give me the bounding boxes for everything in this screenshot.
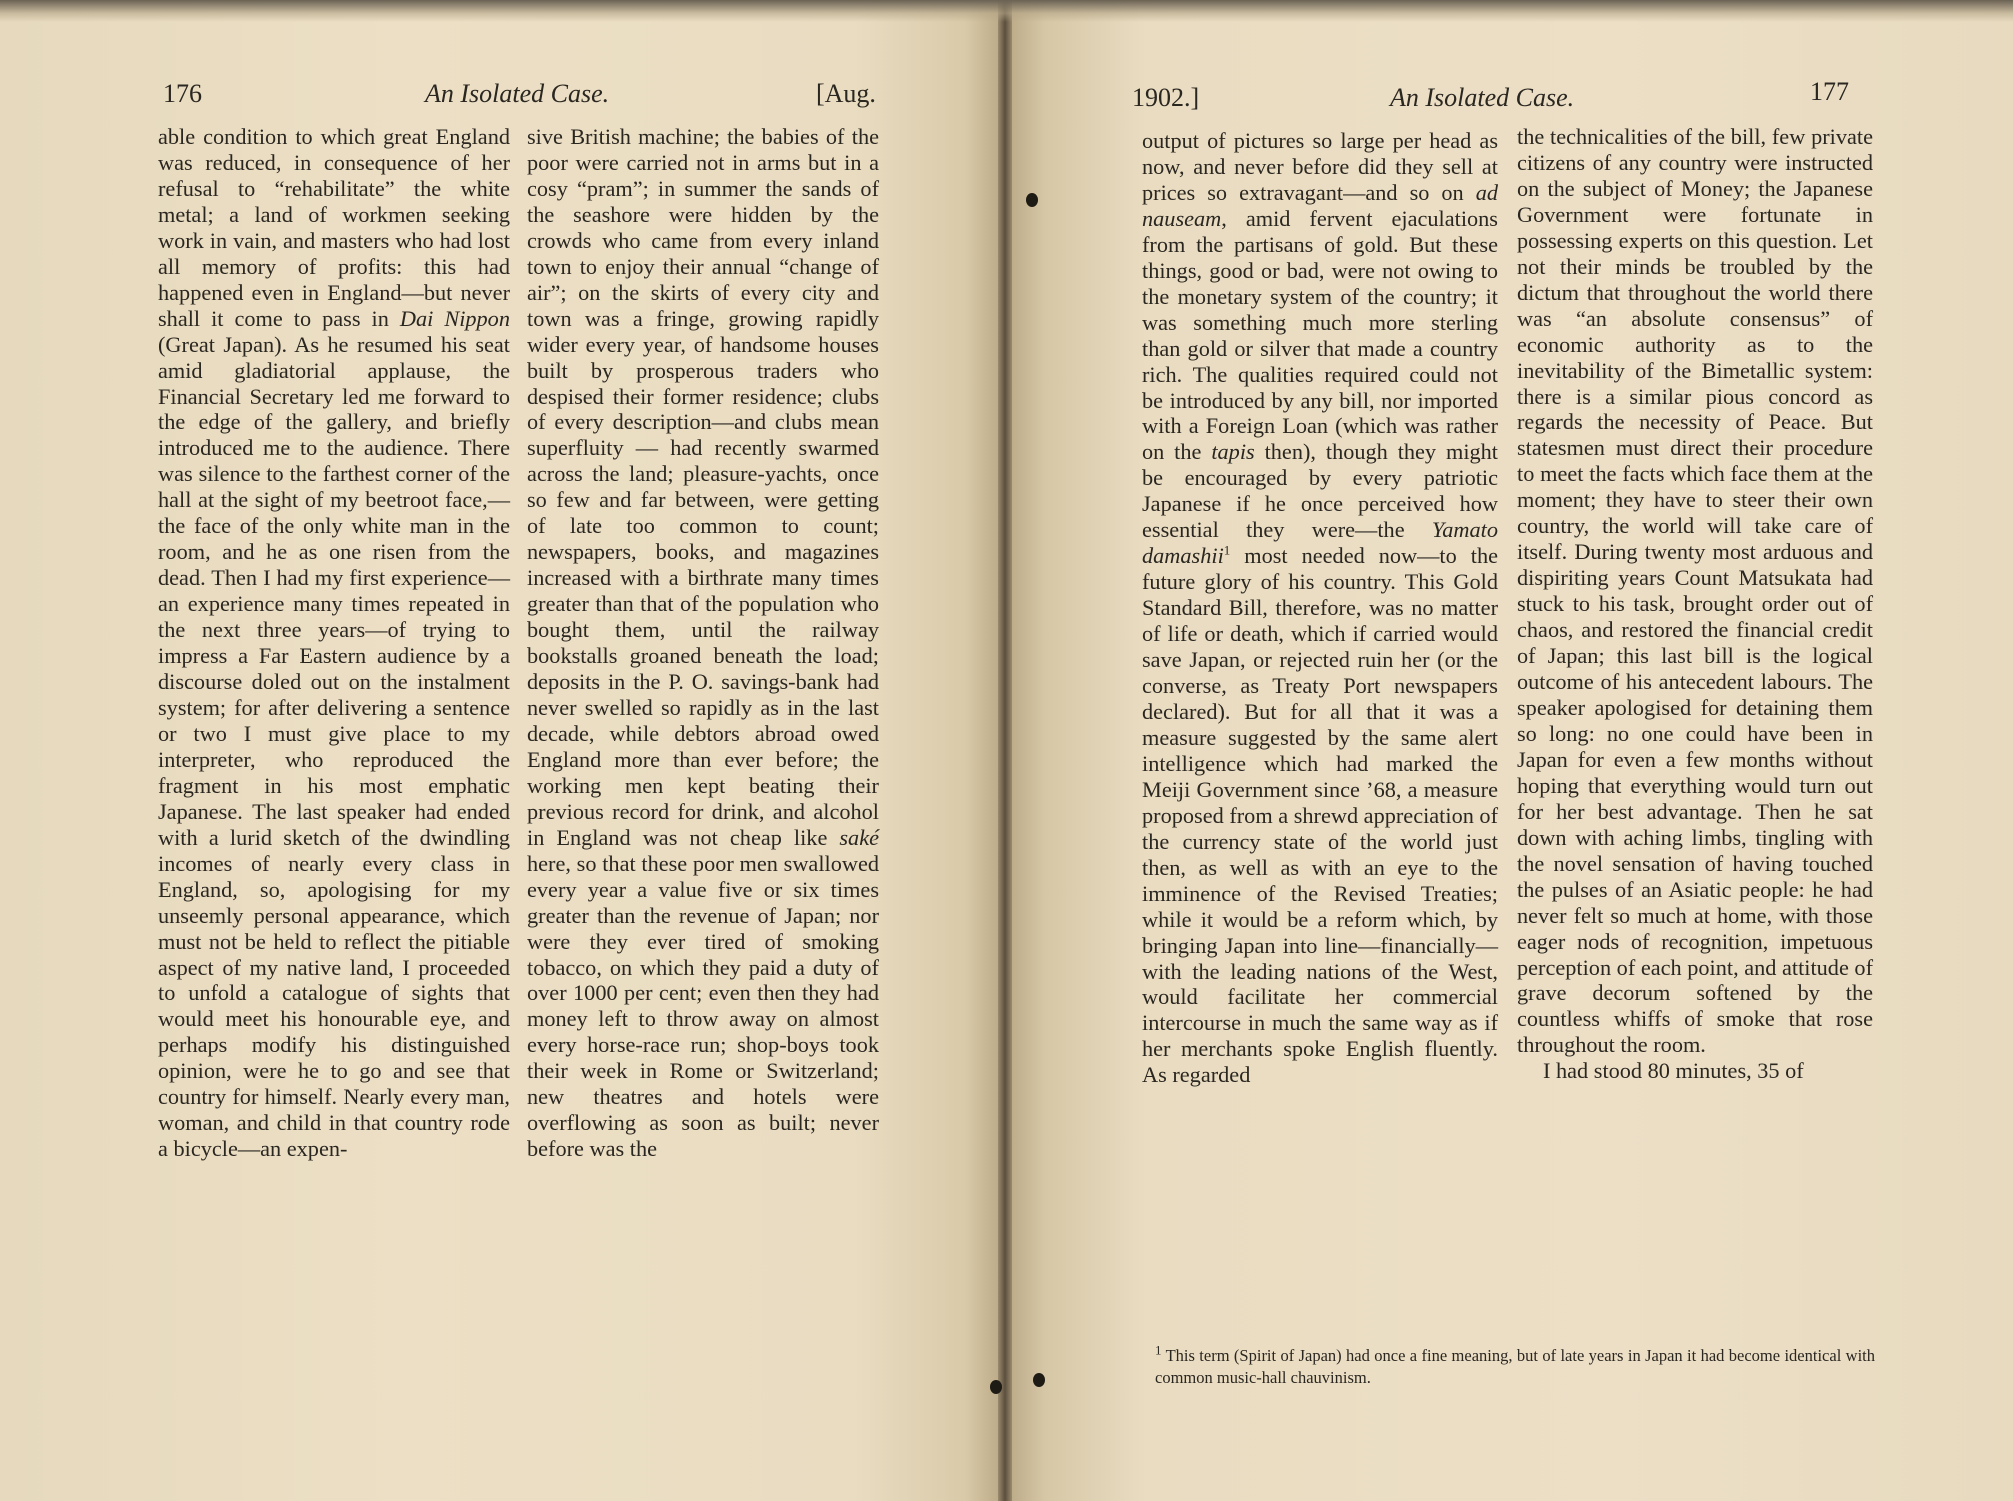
text-run-italic: saké — [839, 824, 879, 850]
text-run: most needed now—to the future glory of his country. This Gold Standard Bill, therefore, was no matter of life or death, which if carried would save Japan, or rejected ruin her (or the converse, as Treaty Port newspapers declared). But for all that it was a measure suggested by the same alert intelligence which had marked the Meiji Government since ’68, a measure proposed from a shrewd appreciation of the currency state of the world just then, as well as with an eye to the imminence of the Revised Treaties; while it would be a reform which, by bringing Japan into line—financially—with the leading nations of the West, would facilitate her commercial intercourse in much the same way as if her merchants spoke English fluently. As regarded — [1142, 543, 1499, 1088]
text-run: then), though they might be encouraged by every patriotic Japanese if he once perceived how essential they were—the — [1142, 439, 1499, 543]
binding-hole — [990, 1380, 1002, 1394]
right-page-header — [1005, 78, 2013, 118]
right-page — [1005, 0, 2013, 1501]
text-run: sive British machine; the babies of the poor were carried not in arms but in a cosy “pram”; in summer the sands of the seashore were hidden by the crowds who came from every inland town to enjoy their annual “change of air”; on the skirts of every city and town was a fringe, growing rapidly wider every year, of handsome houses built by prosperous traders who despised their former residence; clubs of every description—and clubs mean superfluity — had recently swarmed across the land; pleasure-yachts, once so few and far between, were getting of late too common to count; newspapers, books, and magazines increased with a birthrate many times greater than that of the population who bought them, until the railway bookstalls groaned beneath the load; deposits in the P. O. savings-bank had never swelled so rapidly as in the last decade, while debtors abroad owed England more than ever before; the working men kept beating their previous record for drink, and alcohol in England was not cheap like — [527, 124, 879, 850]
running-title-left: An Isolated Case. — [425, 79, 610, 108]
footnote — [1155, 1342, 1876, 1389]
top-edge-shadow — [0, 0, 2013, 22]
page-number-left: 176 — [163, 79, 202, 108]
left-page-header — [0, 74, 1005, 114]
right-page-column-2 — [1517, 124, 1873, 1084]
text-run-italic: Yamato damashii — [1142, 517, 1498, 569]
binding-hole — [1026, 193, 1038, 207]
footnote-mark: 1 — [1155, 1342, 1162, 1358]
footnote-text: This term (Spirit of Japan) had once a fine meaning, but of late years in Japan it had become identical with common music-hall chauvinism. — [1155, 1346, 1876, 1387]
right-page-column-1 — [1142, 128, 1498, 1088]
binding-hole — [1033, 1373, 1045, 1387]
text-run: (Great Japan). As he resumed his seat amid gladiatorial applause, the Financial Secretary led me forward to the edge of the gallery, and briefly introduced me to the audience. There was silence to the farthest corner of the hall at the sight of my beetroot face,—the face of the only white man in the room, and he as one risen from the dead. Then I had my first experience—an experience many times repeated in the next three years—of trying to impress a Far Eastern audience by a discourse doled out on the instalment system; for after delivering a sentence or two I must give place to my interpreter, who reproduced the fragment in his most emphatic Japanese. The last speaker had ended with a lurid sketch of the dwindling incomes of nearly every class in England, so, apologising for my unseemly personal appearance, which must not be held to reflect the pitiable aspect of my native land, I proceeded to unfold a catalogue of sights that would meet his honourable eye, and perhaps modify his distinguished opinion, were he to go and see that country for himself. Nearly every man, woman, and child in that country rode a bicycle—an expen- — [158, 331, 510, 1162]
text-run: here, so that these poor men swallowed every year a value five or six times greater than the revenue of Japan; nor were they ever tired of smoking tobacco, on which they paid a duty of over 1000 per cent; even then they had money left to throw away on almost every horse-race run; shop-boys took their week in Rome or Switzerland; new theatres and hotels were overflowing as soon as built; never before was the — [527, 850, 879, 1162]
paragraph: I had stood 80 minutes, 35 of — [1543, 1058, 1804, 1084]
footnote-reference: 1 — [1223, 542, 1231, 558]
running-title-right: An Isolated Case. — [1390, 83, 1575, 112]
paragraph: the technicalities of the bill, few private citizens of any country were instructed on the subject of Money; the Japanese Government were fortunate in possessing experts on this question. Let not their minds be troubled by the dictum that throughout the world there was “an absolute consensus” of economic authority as to the inevitability of the Bimetallic system: there is a similar pious concord as regards the necessity of Peace. But statesmen must direct their procedure to meet the facts which face them at the moment; they have to steer their own country, the world will take care of itself. During twenty most arduous and dispiriting years Count Matsukata had stuck to his task, brought order out of chaos, and restored the financial credit of Japan; this last bill is the logical outcome of his antecedent labours. The speaker apologised for detaining them so long: no one could have been in Japan for even a few months without hoping that everything would turn out for her best advantage. Then he sat down with aching limbs, tingling with the novel sensation of having touched the pulses of an Asiatic people: he had never felt so much at home, with those eager nods of recognition, impetuous perception of each point, and attitude of grave decorum softened by the countless whiffs of smoke that rose throughout the room. — [1517, 124, 1873, 1058]
date-mark-right: 1902.] — [1132, 83, 1200, 112]
text-run-italic: ad nauseam — [1142, 179, 1498, 231]
left-page — [0, 0, 1005, 1501]
date-mark-left: [Aug. — [816, 79, 876, 108]
left-page-column-1 — [158, 124, 510, 1162]
page-number-right: 177 — [1810, 77, 1849, 106]
text-run: able condition to which great England was reduced, in consequence of her refusal to “rehabilitate” the white metal; a land of workmen seeking work in vain, and masters who had lost all memory of profits: this had happened even in England—but never shall it come to pass in — [158, 124, 510, 331]
text-run: , amid fervent ejaculations from the partisans of gold. But these things, good or bad, were not owing to the monetary system of the country; it was something much more sterling than gold or silver that made a country rich. The qualities required could not be introduced by any bill, nor imported with a Foreign Loan (which was rather on the — [1142, 205, 1498, 465]
book-gutter — [998, 0, 1012, 1501]
left-page-column-2 — [527, 124, 879, 1162]
text-run: output of pictures so large per head as now, and never before did they sell at prices so extravagant—and so on — [1142, 128, 1498, 205]
text-run-italic: tapis — [1211, 439, 1255, 465]
text-run-italic: Dai Nippon — [399, 305, 510, 331]
